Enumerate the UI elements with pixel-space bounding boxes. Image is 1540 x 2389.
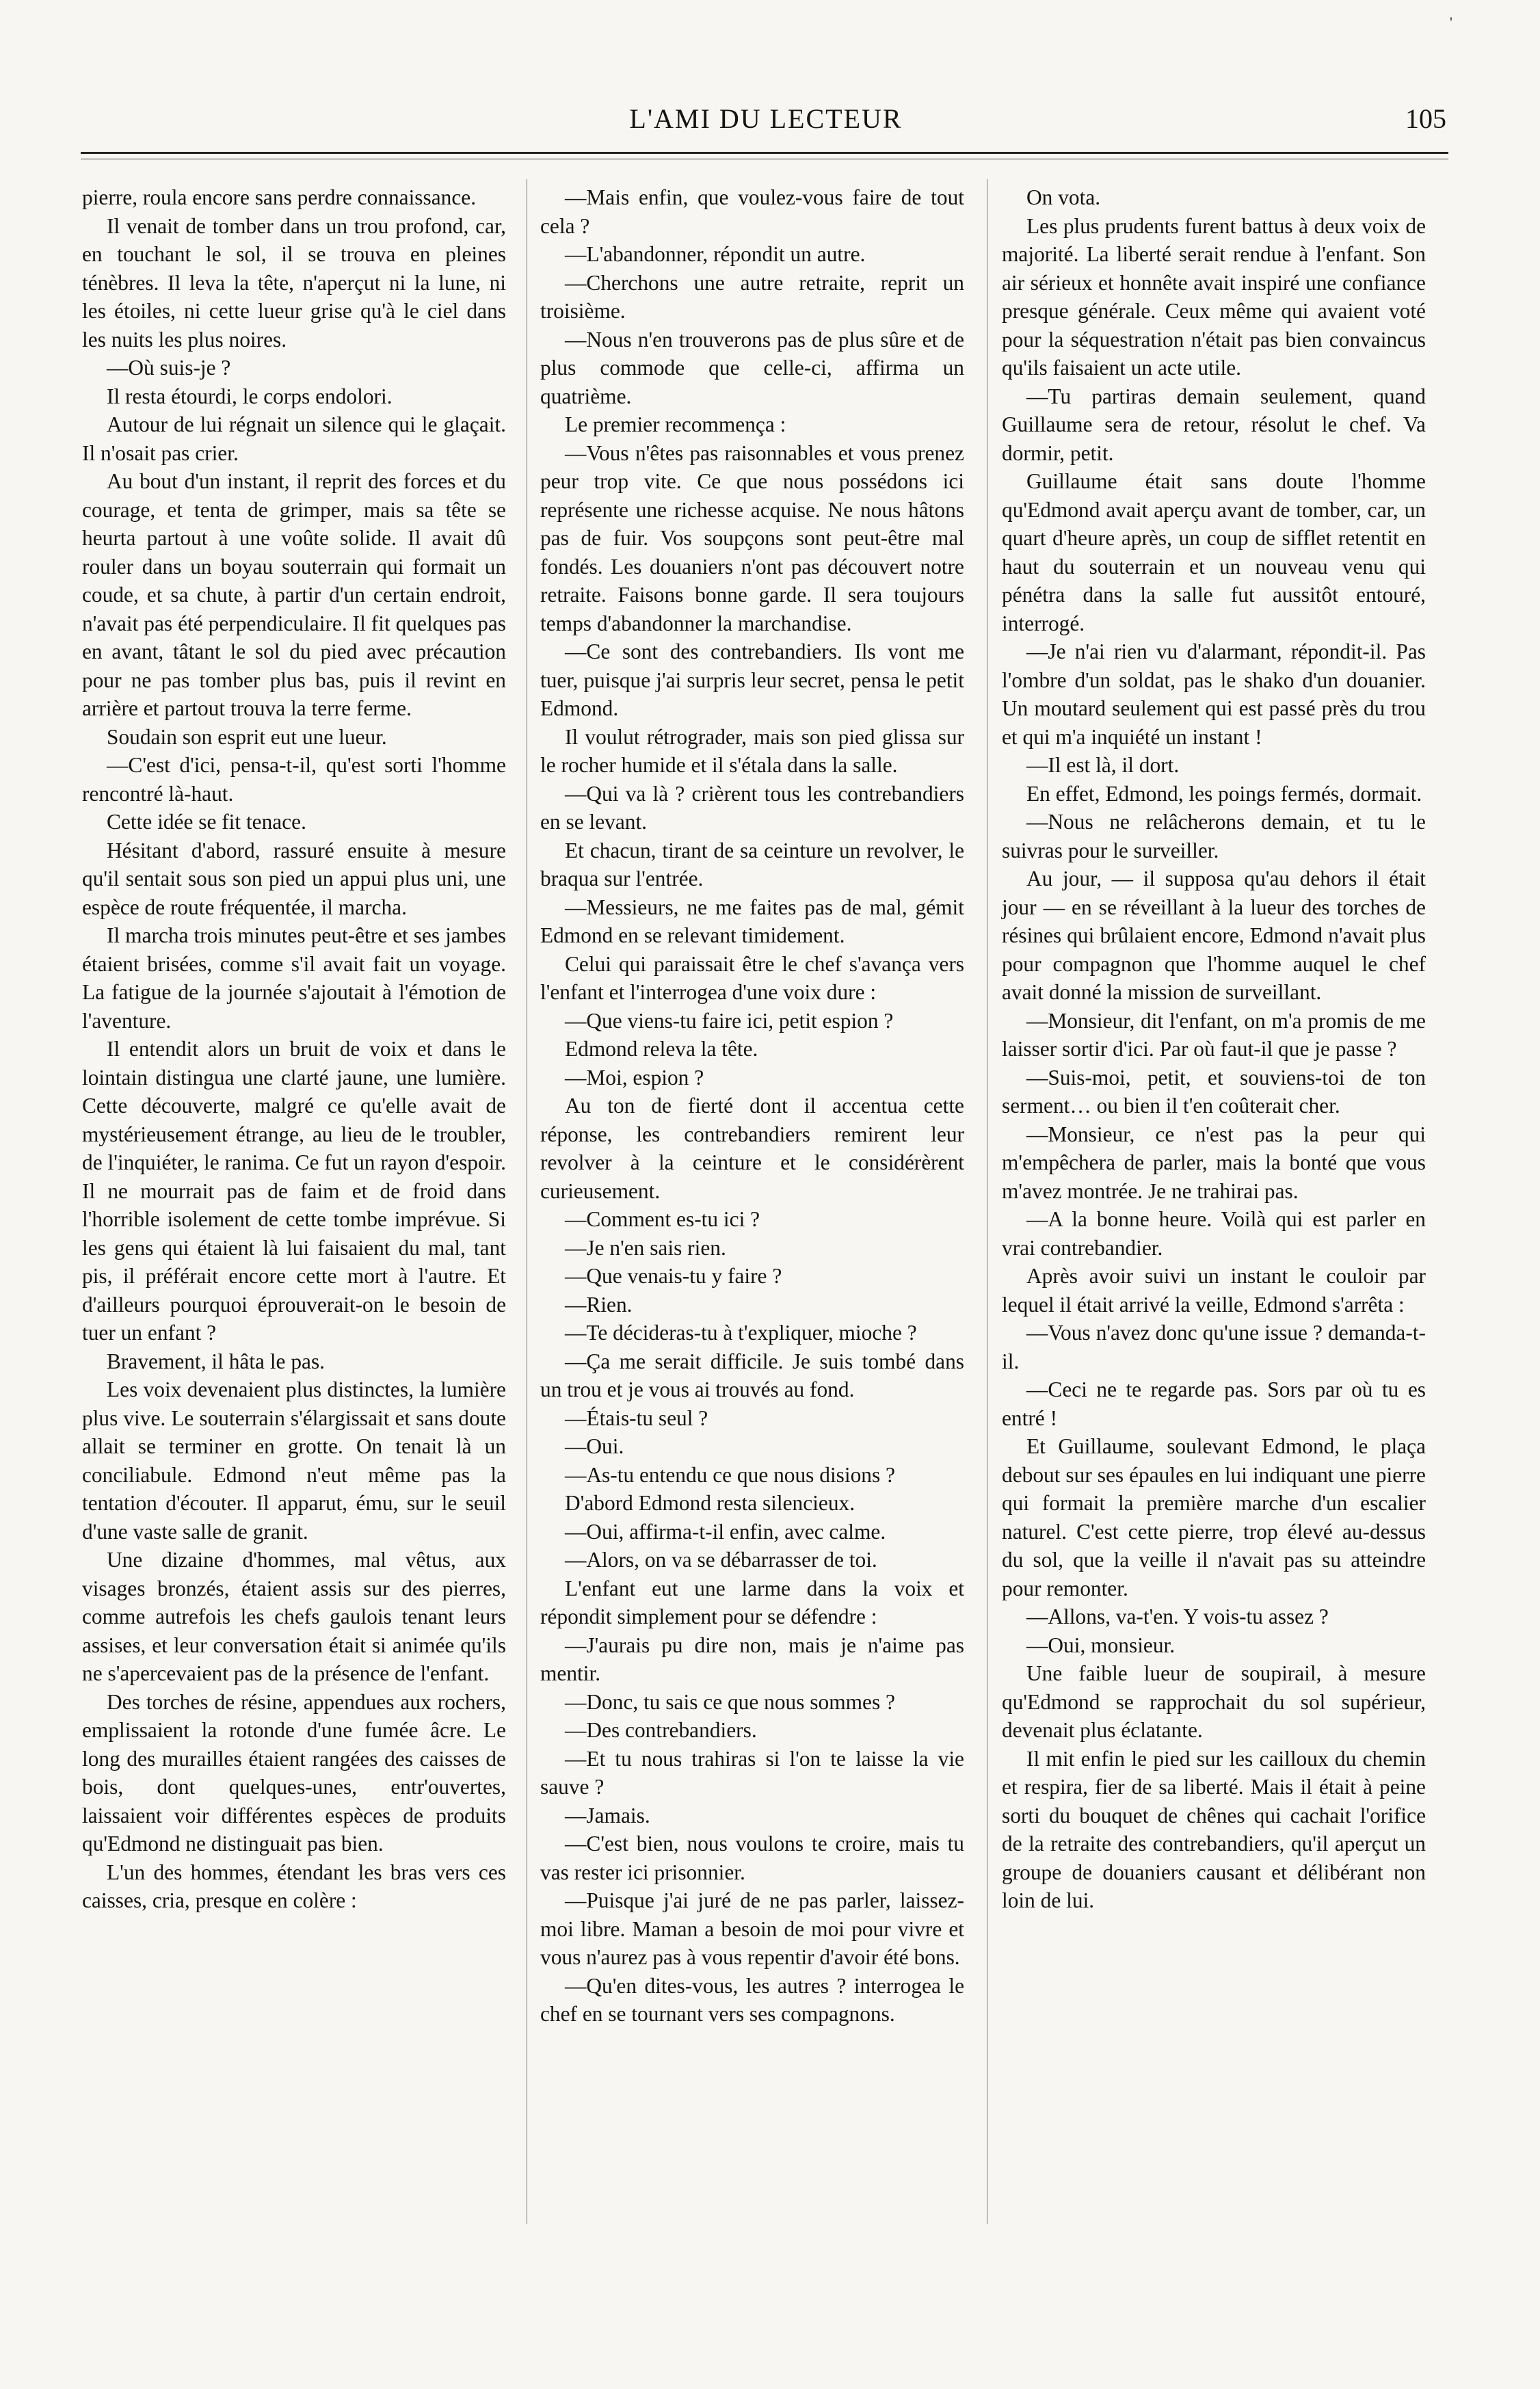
paragraph: Une faible lueur de soupirail, à mesure qu'Edmond se rapprochait du sol supérieur, devenait plus éclatante. [1002,1661,1426,1742]
paragraph: Les plus prudents furent battus à deux voix de majorité. La liberté serait rendue à l'enfant. Son air sérieux et honnête avait inspiré une confiance presque générale. Ceux même qui avaient voté pour la séquestration n'était pas bien convaincus qu'ils faisaient un acte utile. [1002,213,1426,380]
paragraph: —Vous n'êtes pas raisonnables et vous prenez peur trop vite. Ce que nous possédons ici représente une richesse acquise. Ne nous hâtons pas de fuir. Vos soupçons sont peut-être mal fondés. Les douaniers n'ont pas découvert notre retraite. Faisons bonne garde. Il sera toujours temps d'abandonner la marchandise. [540,440,964,635]
paragraph: —Messieurs, ne me faites pas de mal, gémit Edmond en se relevant timidement. [540,895,964,947]
page-header [85,96,1446,144]
paragraph: Des torches de résine, appendues aux rochers, emplissaient la rotonde d'une fumée âcre. Le long des murailles étaient rangées des caisses de bois, dont quelques-unes, entr'ouvertes, laissaient voir différentes espèces de produits qu'Edmond ne distinguait pas bien. [82,1689,506,1856]
paragraph: —C'est bien, nous voulons te croire, mais tu vas rester ici prisonnier. [540,1832,964,1884]
paragraph: —Je n'en sais rien. [565,1235,726,1260]
text-column-2 [540,183,964,2029]
paragraph: —Donc, tu sais ce que nous sommes ? [565,1689,895,1714]
paragraph: Bravement, il hâta le pas. [107,1349,326,1373]
paragraph: —Ce sont des contrebandiers. Ils vont me tuer, puisque j'ai surpris leur secret, pensa le petit Edmond. [540,639,964,720]
paragraph: —Il est là, il dort. [1026,753,1180,777]
paragraph: —Te décideras-tu à t'expliquer, mioche ? [565,1321,917,1345]
paragraph: Au bout d'un instant, il reprit des forces et du courage, et tenta de grimper, mais sa tête se heurta partout à une voûte solide. Il avait dû rouler dans un boyau souterrain qui formait un coude, et sa chute, à partir d'un certain endroit, n'avait pas été perpendiculaire. Il fit quelques pas en avant, tâtant le sol du pied avec précaution pour ne pas tomber plus bas, puis il revint en arrière et partout trouva la terre ferme. [82,469,506,720]
paragraph: Cette idée se fit tenace. [107,810,306,834]
paragraph: Les voix devenaient plus distinctes, la lumière plus vive. Le souterrain s'élargissait et sans doute allait se terminer en grotte. On tenait là un conciliabule. Edmond n'eut même pas la tentation d'écouter. Il apparut, ému, sur le seuil d'une vaste salle de granit. [82,1377,506,1544]
paragraph: —Comment es-tu ici ? [565,1207,760,1231]
paragraph: —Suis-moi, petit, et souviens-toi de ton serment… ou bien il t'en coûterait cher. [1002,1065,1426,1118]
paragraph: —Que venais-tu y faire ? [565,1264,782,1288]
paragraph: —Nous n'en trouverons pas de plus sûre et de plus commode que celle-ci, affirma un quatrième. [540,327,964,408]
paragraph: —Tu partiras demain seulement, quand Guillaume sera de retour, résolut le chef. Va dormir, petit. [1002,384,1426,465]
paragraph: —Oui, monsieur. [1026,1633,1176,1657]
paragraph: —L'abandonner, répondit un autre. [565,242,866,266]
paragraph: Après avoir suivi un instant le couloir par lequel il était arrivé la veille, Edmond s'arrêta : [1002,1264,1426,1317]
paragraph: Il voulut rétrograder, mais son pied glissa sur le rocher humide et il s'étala dans la salle. [540,724,964,777]
paragraph: Autour de lui régnait un silence qui le glaçait. Il n'osait pas crier. [82,412,506,465]
paragraph: —Ça me serait difficile. Je suis tombé dans un trou et je vous ai trouvés au fond. [540,1349,964,1401]
paragraph: L'un des hommes, étendant les bras vers ces caisses, cria, presque en colère : [82,1860,506,1912]
paragraph: Il venait de tomber dans un trou profond, car, en touchant le sol, il se trouva en pleines ténèbres. Il leva la tête, n'aperçut ni la lune, ni les étoiles, ni cette lueur grise qu'à le ciel dans les nuits les plus noires. [82,213,506,352]
paragraph: —Que viens-tu faire ici, petit espion ? [565,1008,894,1033]
page-number: 105 [1405,103,1446,134]
paragraph: Il marcha trois minutes peut-être et ses jambes étaient brisées, comme s'il avait fait un voyage. La fatigue de la journée s'ajoutait à l'émotion de l'aventure. [82,923,506,1033]
running-title: L'AMI DU LECTEUR [629,103,903,134]
paragraph: —Qui va là ? crièrent tous les contrebandiers en se levant. [540,781,964,834]
paragraph: —Monsieur, dit l'enfant, on m'a promis de me laisser sortir d'ici. Par où faut-il que je passe ? [1002,1008,1426,1061]
corner-mark: ' [1450,14,1452,31]
paragraph: —Alors, on va se débarrasser de toi. [565,1548,877,1572]
paragraph: Celui qui paraissait être le chef s'avança vers l'enfant et l'interrogea d'une voix dure : [540,951,964,1004]
paragraph: Le premier recommença : [565,412,786,436]
paragraph: En effet, Edmond, les poings fermés, dormait. [1026,781,1422,806]
paragraph: —C'est d'ici, pensa-t-il, qu'est sorti l'homme rencontré là-haut. [82,753,506,806]
paragraph: —Ceci ne te regarde pas. Sors par où tu es entré ! [1002,1377,1426,1430]
paragraph: —Je n'ai rien vu d'alarmant, répondit-il. Pas l'ombre d'un soldat, pas le shako d'un douanier. Un moutard seulement qui est passé près du trou et qui m'a inquiété un instant ! [1002,639,1426,749]
paragraph: Au jour, — il supposa qu'au dehors il était jour — en se réveillant à la lueur des torches de résines qui brûlaient encore, Edmond n'avait plus pour compagnon que l'homme auquel le chef avait donné la mission de surveillant. [1002,867,1426,1004]
paragraph: —Mais enfin, que voulez-vous faire de tout cela ? [540,185,964,238]
text-column-3 [1002,183,1426,1915]
paragraph: —Vous n'avez donc qu'une issue ? demanda-t-il. [1002,1321,1426,1373]
paragraph: On vota. [1026,185,1101,209]
paragraph: —Cherchons une autre retraite, reprit un troisième. [540,270,964,323]
paragraph: L'enfant eut une larme dans la voix et répondit simplement pour se défendre : [540,1576,964,1628]
paragraph: —Nous ne relâcherons demain, et tu le suivras pour le surveiller. [1002,810,1426,862]
text-column-1 [82,183,506,1915]
paragraph: Et chacun, tirant de sa ceinture un revolver, le braqua sur l'entrée. [540,838,964,890]
header-rule-thick [81,152,1448,154]
paragraph: —Allons, va-t'en. Y vois-tu assez ? [1026,1605,1329,1628]
paragraph: Guillaume était sans doute l'homme qu'Edmond avait aperçu avant de tomber, car, un quart d'heure après, un coup de sifflet retentit en haut du souterrain et un nouveau venu qui pénétra dans la salle fut aussitôt entouré, interrogé. [1002,469,1426,635]
paragraph: Il resta étourdi, le corps endolori. [107,384,393,408]
paragraph: —Qu'en dites-vous, les autres ? interrogea le chef en se tournant vers ses compagnons. [540,1973,964,2026]
paragraph: Au ton de fierté dont il accentua cette réponse, les contrebandiers remirent leur revolver à la ceinture et le considérèrent curieusement. [540,1094,964,1203]
paragraph: —Moi, espion ? [565,1065,704,1090]
paragraph: —Oui. [565,1434,624,1458]
paragraph: Soudain son esprit eut une lueur. [107,724,387,749]
paragraph: —Étais-tu seul ? [565,1405,708,1430]
paragraph: pierre, roula encore sans perdre connaissance. [82,185,477,209]
paragraph: Hésitant d'abord, rassuré ensuite à mesure qu'il sentait sous son pied un appui plus uni, une espèce de route fréquentée, il marcha. [82,838,506,919]
paragraph: Edmond releva la tête. [565,1037,758,1061]
paragraph: —Des contrebandiers. [565,1718,757,1742]
paragraph: Une dizaine d'hommes, mal vêtus, aux visages bronzés, étaient assis sur des pierres, comme autrefois les chefs gaulois tenant leurs assises, et leur conversation était si animée qu'ils ne s'apercevaient pas de la présence de l'enfant. [82,1548,506,1685]
paragraph: —Jamais. [565,1803,650,1827]
paragraph: —Oui, affirma-t-il enfin, avec calme. [565,1519,886,1544]
paragraph: —J'aurais pu dire non, mais je n'aime pas mentir. [540,1633,964,1685]
paragraph: —Où suis-je ? [107,356,231,380]
paragraph: —Monsieur, ce n'est pas la peur qui m'empêchera de parler, mais la bonté que vous m'avez montrée. Je ne trahirai pas. [1002,1122,1426,1203]
paragraph: —Puisque j'ai juré de ne pas parler, laissez-moi libre. Maman a besoin de moi pour vivre et vous n'aurez pas à vous repentir d'avoir été bons. [540,1888,964,1969]
paragraph: —Rien. [565,1292,633,1317]
paragraph: Et Guillaume, soulevant Edmond, le plaça debout sur ses épaules en lui indiquant une pierre qui formait la première marche d'un escalier naturel. C'est cette pierre, trop élevé au-dessus du sol, que la veille il n'avait pas su atteindre pour remonter. [1002,1434,1426,1600]
paragraph: —A la bonne heure. Voilà qui est parler en vrai contrebandier. [1002,1207,1426,1260]
paragraph: Il mit enfin le pied sur les cailloux du chemin et respira, fier de sa liberté. Mais il était à peine sorti du bouquet de chênes qui cachait l'orifice de la retraite des contrebandiers, qu'il aperçut un groupe de douaniers causant et délibérant non loin de lui. [1002,1746,1426,1912]
paragraph: Il entendit alors un bruit de voix et dans le lointain distingua une clarté jaune, une lumière. Cette découverte, malgré ce qu'elle avait de mystérieusement étrange, au lieu de le troubler, de l'inquiéter, le ranima. Ce fut un rayon d'espoir. Il ne mourrait pas de faim et de froid dans l'horrible isolement de cette tombe imprévue. Si les gens qui étaient là lui faisaient du mal, tant pis, il préférait encore cette mort à l'autre. Et d'ailleurs pourquoi éprouverait-on le besoin de tuer un enfant ? [82,1037,506,1345]
paragraph: D'abord Edmond resta silencieux. [565,1491,855,1515]
paragraph: —Et tu nous trahiras si l'on te laisse la vie sauve ? [540,1746,964,1799]
paragraph: —As-tu entendu ce que nous disions ? [565,1462,895,1487]
